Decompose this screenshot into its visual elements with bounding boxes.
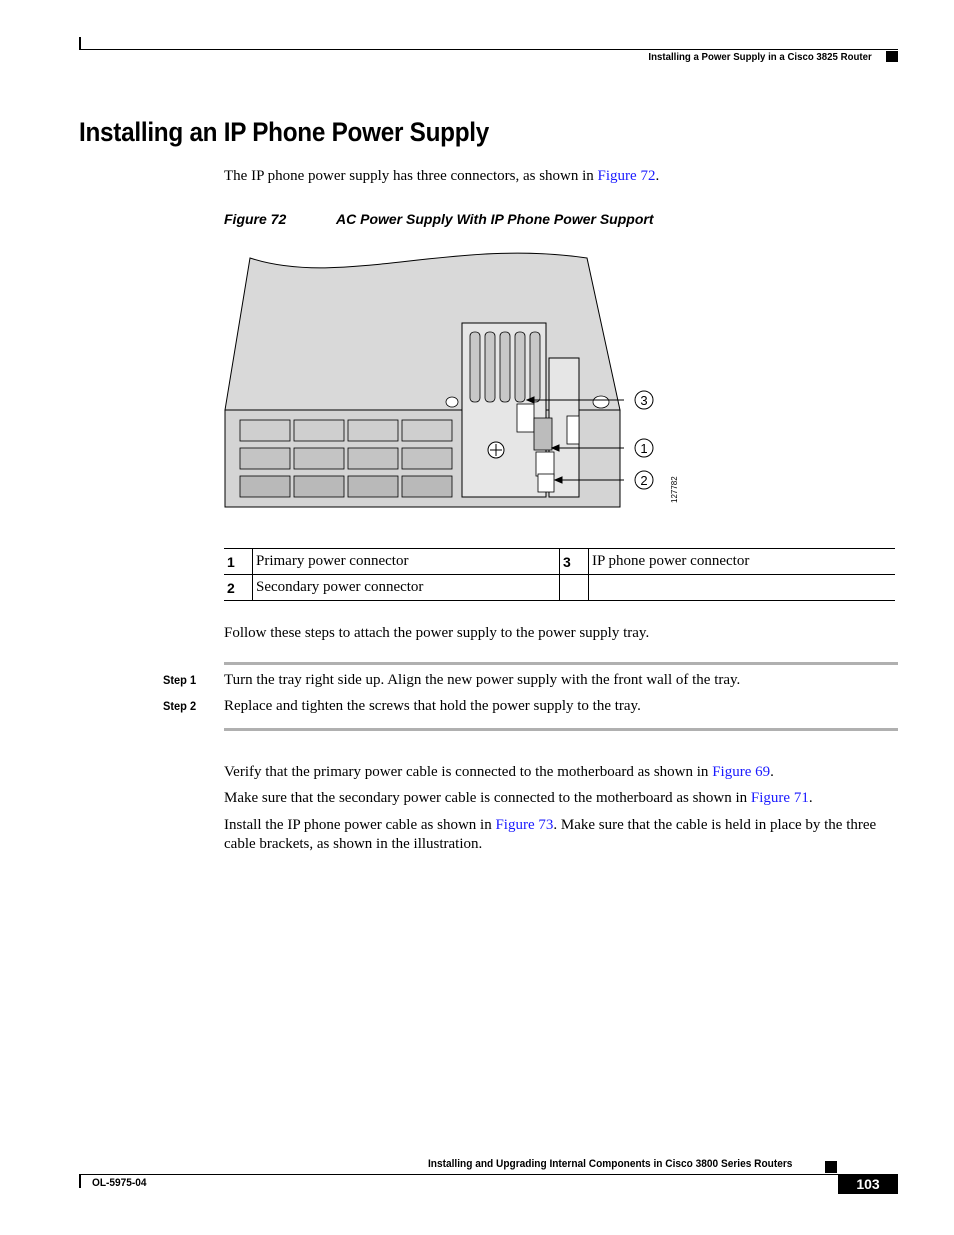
legend-row — [224, 575, 895, 601]
footer-rule — [79, 1174, 839, 1175]
intro-text: The IP phone power supply has three connectors, as shown in — [224, 168, 598, 184]
footer-marker — [825, 1161, 837, 1173]
figure-73-link[interactable]: Figure 73 — [495, 817, 554, 833]
step-1-label: Step 1 — [163, 673, 197, 687]
paragraph-text: Install the IP phone power cable as shown in — [224, 817, 496, 833]
legend-text: Primary power connector — [253, 549, 560, 575]
figure-art-id: 127782 — [670, 476, 679, 503]
figure-71-link[interactable]: Figure 71 — [750, 790, 809, 806]
legend-number — [560, 575, 589, 601]
page-number: 103 — [838, 1174, 898, 1194]
steps-top-rule — [224, 662, 898, 665]
callout-2 — [635, 471, 653, 489]
screw-hole-right — [593, 396, 609, 408]
primary-connector — [534, 418, 552, 450]
footer-doc-number: OL-5975-04 — [92, 1177, 147, 1189]
legend-number: 3 — [560, 549, 589, 575]
legend-text — [589, 575, 896, 601]
svg-text:1: 1 — [640, 441, 648, 456]
callout-1 — [635, 439, 653, 457]
legend-row — [224, 549, 895, 575]
page-title: Installing an IP Phone Power Supply — [79, 117, 490, 147]
power-supply-illustration — [222, 248, 682, 513]
footer-book-title: Installing and Upgrading Internal Components in Cisco 3800 Series Routers — [428, 1158, 793, 1170]
screw-hole-left — [446, 397, 458, 407]
ip-phone-connector — [517, 404, 534, 432]
callout-3 — [635, 391, 653, 409]
secondary-connector — [536, 452, 554, 476]
figure-title: AC Power Supply With IP Phone Power Support — [336, 211, 654, 227]
intro-paragraph — [224, 167, 659, 186]
paragraph-text: Make sure that the secondary power cable is connected to the motherboard as shown in — [224, 790, 751, 806]
figure-69-link[interactable]: Figure 69 — [712, 764, 771, 780]
paragraph-text: Verify that the primary power cable is connected to the motherboard as shown in — [224, 764, 713, 780]
legend-text: Secondary power connector — [253, 575, 560, 601]
legend-text: IP phone power connector — [589, 549, 896, 575]
intro-end: . — [655, 168, 660, 184]
header-marker — [886, 51, 898, 62]
paragraph-primary-cable — [224, 763, 774, 782]
header-rule — [79, 49, 898, 50]
legend-number: 1 — [224, 549, 253, 575]
footer-tick — [79, 1174, 81, 1188]
figure-number: Figure 72 — [224, 211, 287, 227]
steps-intro: Follow these steps to attach the power supply to the power supply tray. — [224, 625, 650, 641]
step-2-text: Replace and tighten the screws that hold the power supply to the tray. — [224, 698, 641, 714]
step-1-text: Turn the tray right side up. Align the new power supply with the front wall of the tray. — [224, 672, 741, 688]
step-2-label: Step 2 — [163, 699, 197, 713]
figure-72-link[interactable]: Figure 72 — [597, 168, 656, 184]
svg-text:2: 2 — [640, 473, 648, 488]
figure-caption — [224, 211, 653, 227]
callout-legend-table — [224, 548, 895, 601]
paragraph-end: . — [770, 764, 774, 780]
paragraph-secondary-cable — [224, 789, 813, 808]
running-header: Installing a Power Supply in a Cisco 3825 Router — [648, 51, 872, 63]
steps-bottom-rule — [224, 728, 898, 731]
svg-text:3: 3 — [640, 393, 648, 408]
paragraph-end: . — [808, 790, 813, 806]
paragraph-end: . Make sure that the cable is held in place by the three cable brackets, as shown in the illustration. — [224, 817, 877, 852]
legend-number: 2 — [224, 575, 253, 601]
paragraph-ip-phone-cable — [224, 816, 898, 854]
